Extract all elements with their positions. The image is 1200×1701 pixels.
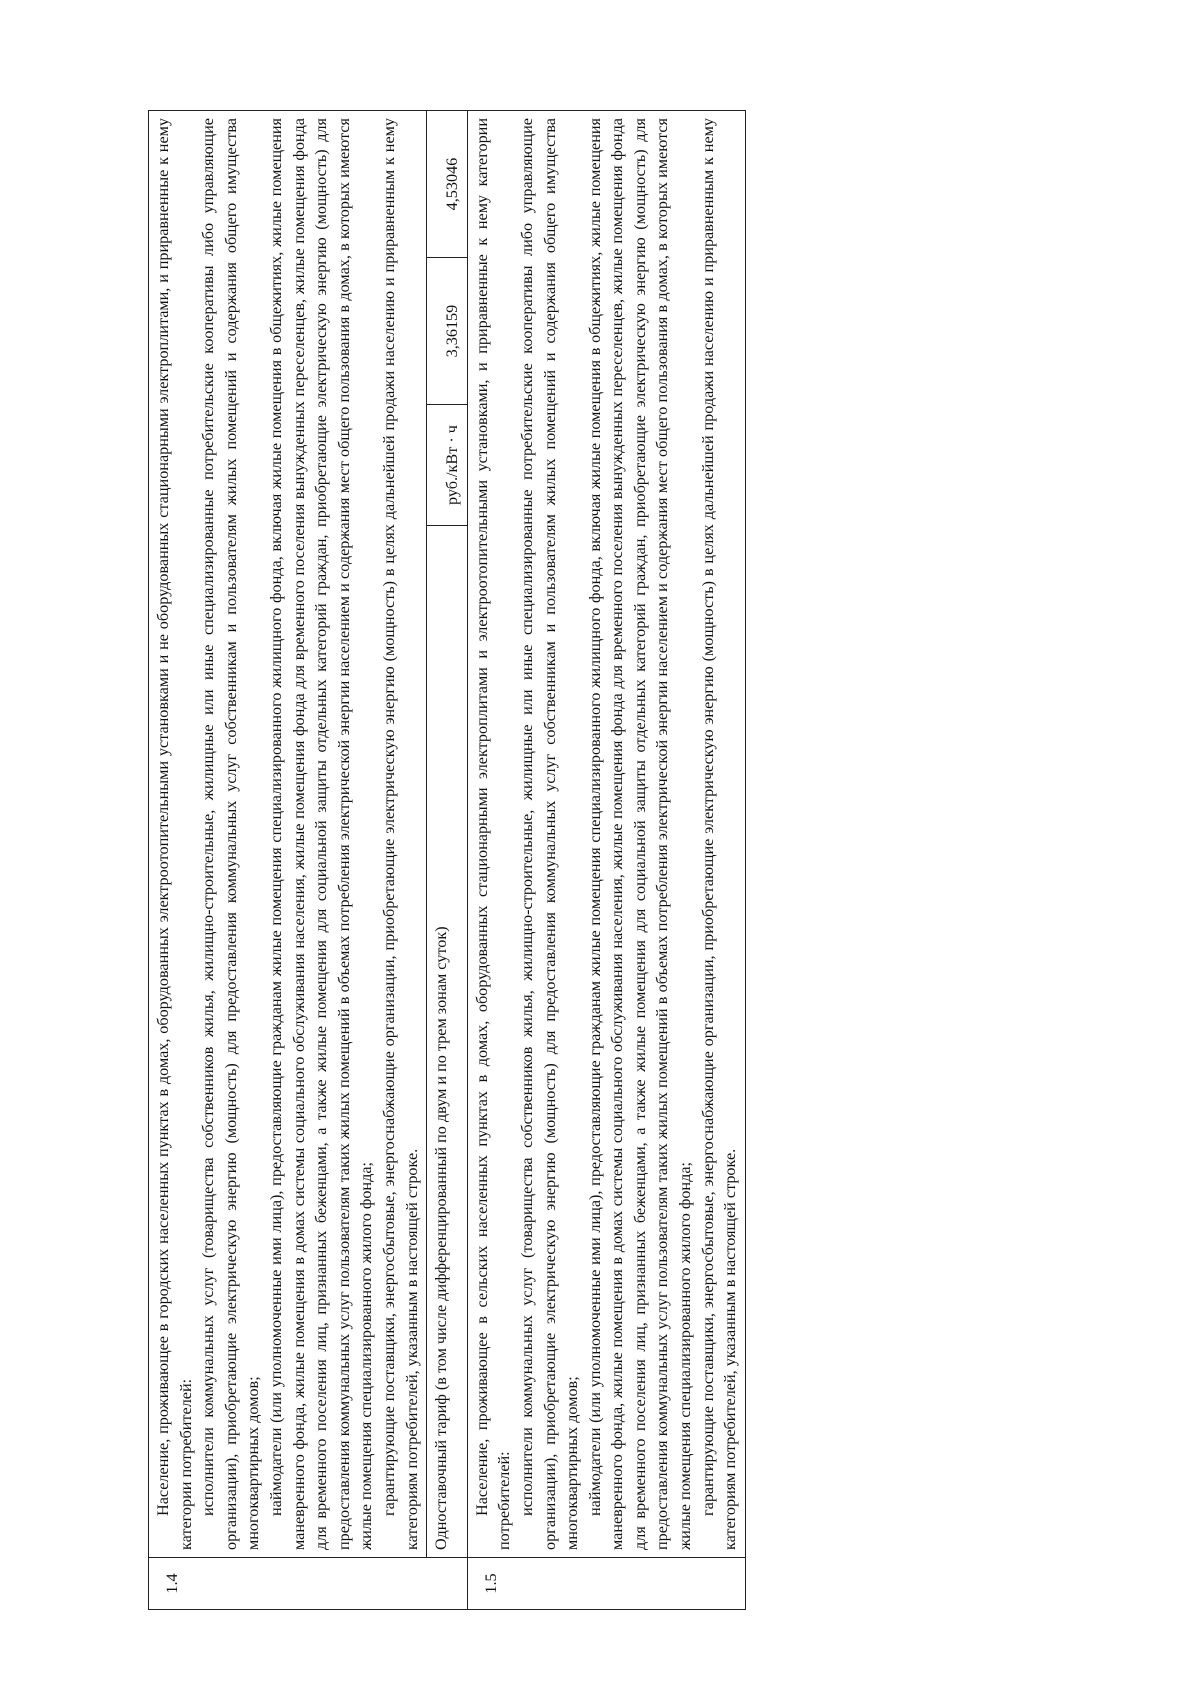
table-row xyxy=(467,111,745,1610)
paragraph: Население, проживающее в городских населенных пунктах в домах, оборудованных электроотопительными установками и не оборудованных стационарными электроплитами, и приравненные к нему категории потребителей: xyxy=(154,118,195,1550)
row-number: 1.5 xyxy=(467,1558,745,1610)
row-description xyxy=(467,111,745,1558)
tariff-unit: руб./кВт · ч xyxy=(427,405,468,526)
paragraph: наймодатели (или уполномоченные ими лица), предоставляющие гражданам жилые помещения специализированного жилищного фонда, включая жилые помещения в общежитиях, жилые помещения маневренного фонда, жилые помещения в домах системы социального обслуживания населения, жилые помещения фонда для временного поселения вынужденных переселенцев, жилые помещения фонда для временного поселения лиц, признанных беженцами, а также жилые помещения для социальной защиты отдельных категорий граждан, приобретающие электрическую энергию (мощность) для предоставления коммунальных услуг пользователям таких жилых помещений в объемах потребления электрической энергии населением и содержания мест общего пользования в домах, в которых имеются жилые помещения специализированного жилого фонда; xyxy=(266,118,376,1550)
table-row xyxy=(427,111,468,1610)
table-row xyxy=(149,111,427,1610)
paragraph: исполнители коммунальных услуг (товарищества собственников жилья, жилищно-строительные, жилищные или иные специализированные потребительские кооперативы либо управляющие организации), приобретающие электрическую энергию (мощность) для предоставления коммунальных услуг собственникам и пользователям жилых помещений и содержания общего имущества многоквартирных домов; xyxy=(517,118,582,1550)
row-description xyxy=(149,111,427,1558)
tariff-value-1: 3,36159 xyxy=(427,258,468,405)
paragraph: гарантирующие поставщики, энергосбытовые, энергоснабжающие организации, приобретающие электрическую энергию (мощность) в целях дальнейшей продажи населению и приравненным к нему категориям потребителей, указанным в настоящей строке. xyxy=(698,118,740,1550)
paragraph: Население, проживающее в сельских населенных пунктах в домах, оборудованных стационарными электроплитами и электроотопительными установками, и приравненные к нему категории потребителей: xyxy=(472,118,514,1550)
tariff-label: Одноставочный тариф (в том числе дифференцированный по двум и по трем зонам суток) xyxy=(427,526,468,1558)
paragraph: исполнители коммунальных услуг (товарищества собственников жилья, жилищно-строительные, жилищные или иные специализированные потребительские кооперативы либо управляющие организации), приобретающие электрическую энергию (мощность) для предоставления коммунальных услуг собственникам и пользователям жилых помещений и содержания общего имущества многоквартирных домов; xyxy=(199,118,263,1550)
paragraph: гарантирующие поставщики, энергосбытовые, энергоснабжающие организации, приобретающие электрическую энергию (мощность) в целях дальнейшей продажи населению и приравненным к нему категориям потребителей, указанным в настоящей строке. xyxy=(379,118,421,1550)
tariff-value-2: 4,53046 xyxy=(427,111,468,258)
rotated-page xyxy=(148,110,1118,1610)
paragraph: наймодатели (или уполномоченные ими лица), предоставляющие гражданам жилые помещения специализированного жилищного фонда, включая жилые помещения в общежитиях, жилые помещения маневренного фонда, жилые помещения в домах системы социального обслуживания населения, жилые помещения фонда для временного поселения вынужденных переселенцев, жилые помещения фонда для временного поселения лиц, признанных беженцами, а также жилые помещения для социальной защиты отдельных категорий граждан, приобретающие электрическую энергию (мощность) для предоставления коммунальных услуг пользователям таких жилых помещений в объемах потребления электрической энергии населением и содержания мест общего пользования в домах, в которых имеются жилые помещения специализированного жилого фонда; xyxy=(585,118,695,1550)
tariff-table xyxy=(148,110,746,1610)
row-number: 1.4 xyxy=(149,1558,468,1610)
